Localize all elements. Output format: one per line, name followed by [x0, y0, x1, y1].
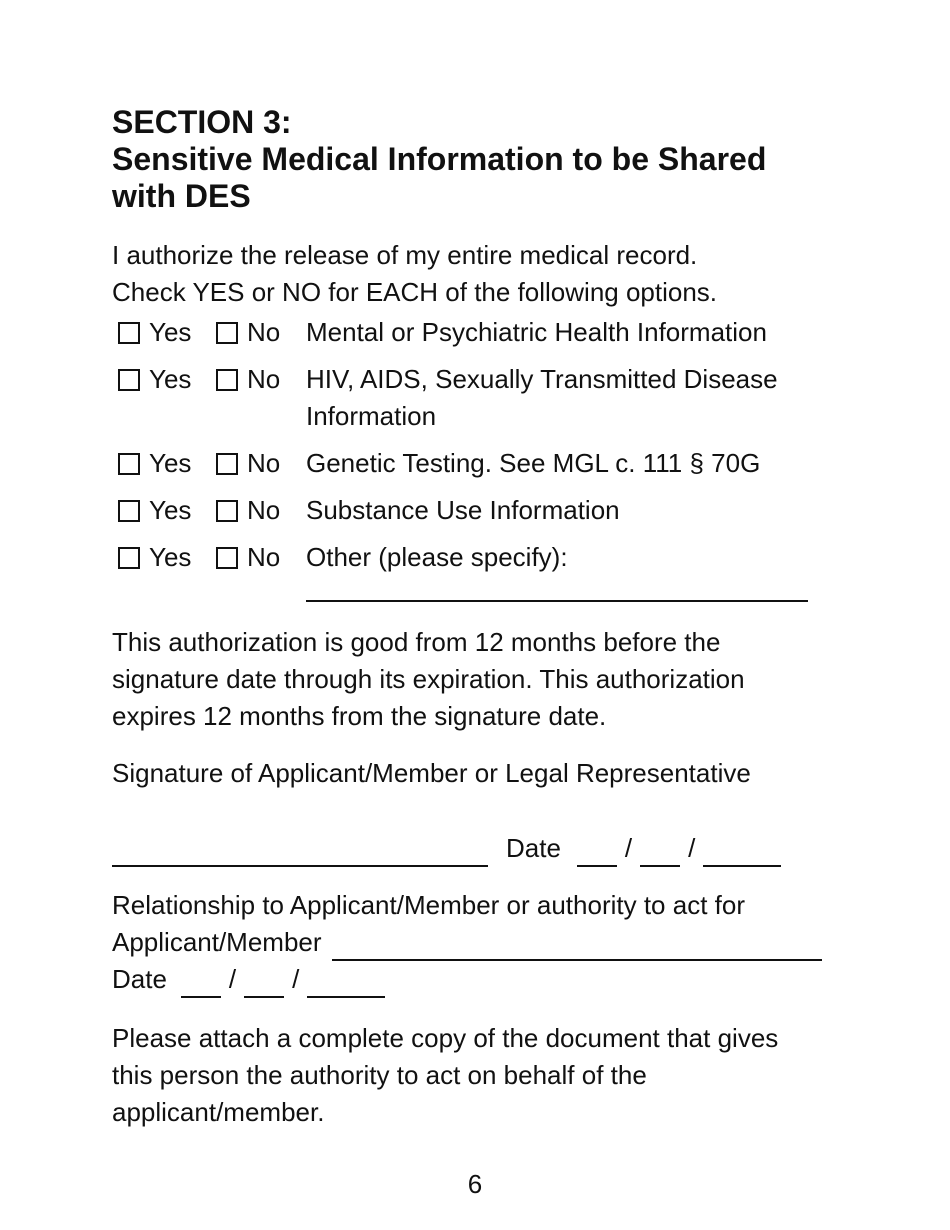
- no-checkbox[interactable]: [216, 547, 238, 569]
- relationship-date-row: [112, 961, 822, 998]
- section-number: SECTION 3:: [112, 104, 292, 140]
- intro-text: [112, 237, 822, 311]
- option-label: Mental or Psychiatric Health Information: [306, 317, 767, 347]
- yes-label: Yes: [149, 542, 192, 572]
- no-checkbox[interactable]: [216, 322, 238, 344]
- signature-date-year-field[interactable]: [703, 839, 781, 867]
- no-label: No: [247, 448, 281, 478]
- yes-choice: [112, 492, 210, 529]
- attach-instructions: Please attach a complete copy of the document that gives this person the authority to act on behalf of the applicant/member.: [112, 1023, 779, 1127]
- yes-checkbox[interactable]: [118, 322, 140, 344]
- relationship-field[interactable]: [332, 933, 822, 961]
- other-specify-field[interactable]: [306, 600, 808, 602]
- relationship-label-line1: Relationship to Applicant/Member or authority to act for: [112, 890, 745, 920]
- date-separator: /: [292, 964, 300, 994]
- page-number: 6: [467, 1169, 483, 1199]
- yes-choice: [112, 445, 210, 482]
- yes-label: Yes: [149, 317, 192, 347]
- section-title-line1: Sensitive Medical Information to be Shared: [112, 141, 767, 177]
- no-label: No: [247, 542, 281, 572]
- no-checkbox[interactable]: [216, 453, 238, 475]
- relationship-label-line2: Applicant/Member: [112, 927, 322, 957]
- yes-checkbox[interactable]: [118, 547, 140, 569]
- no-label: No: [247, 495, 281, 525]
- option-label: Substance Use Information: [306, 495, 620, 525]
- no-choice: [210, 445, 306, 482]
- relationship-section: [112, 887, 822, 998]
- relationship-date-year-field[interactable]: [307, 970, 385, 998]
- option-other: [112, 539, 822, 576]
- signature-row: [112, 830, 822, 867]
- no-label: No: [247, 317, 281, 347]
- intro-line2: Check YES or NO for EACH of the following options.: [112, 277, 718, 307]
- section-title-line2: with DES: [112, 178, 251, 214]
- signature-date-month-field[interactable]: [577, 839, 617, 867]
- yes-label: Yes: [149, 364, 192, 394]
- signature-label: Signature of Applicant/Member or Legal Representative: [112, 758, 751, 788]
- option-label: HIV, AIDS, Sexually Transmitted Disease Information: [306, 364, 778, 431]
- relationship-date-label: Date: [112, 964, 167, 994]
- option-mental-health: [112, 314, 822, 351]
- no-checkbox[interactable]: [216, 500, 238, 522]
- section-heading: [112, 104, 822, 215]
- yes-checkbox[interactable]: [118, 453, 140, 475]
- option-hiv-aids-std: [112, 361, 822, 435]
- date-separator: /: [688, 833, 696, 863]
- date-separator: /: [624, 833, 633, 863]
- yes-choice: [112, 361, 210, 398]
- form-page: [112, 104, 822, 1131]
- validity-text: This authorization is good from 12 months before the signature date through its expiration. This authorization expires 12 months from the signature date.: [112, 627, 745, 731]
- no-choice: [210, 539, 306, 576]
- signature-date-day-field[interactable]: [640, 839, 680, 867]
- yes-label: Yes: [149, 448, 192, 478]
- yes-checkbox[interactable]: [118, 369, 140, 391]
- signature-field[interactable]: [112, 839, 488, 867]
- date-separator: /: [228, 964, 237, 994]
- no-choice: [210, 361, 306, 398]
- yes-choice: [112, 314, 210, 351]
- no-choice: [210, 314, 306, 351]
- yes-choice: [112, 539, 210, 576]
- yes-checkbox[interactable]: [118, 500, 140, 522]
- option-label: Genetic Testing. See MGL c. 111 § 70G: [306, 448, 761, 478]
- relationship-line2: [112, 924, 822, 961]
- relationship-date-month-field[interactable]: [181, 970, 221, 998]
- option-substance-use: [112, 492, 822, 529]
- no-choice: [210, 492, 306, 529]
- option-genetic-testing: [112, 445, 822, 482]
- relationship-date-day-field[interactable]: [244, 970, 284, 998]
- intro-line1: I authorize the release of my entire medical record.: [112, 240, 698, 270]
- no-checkbox[interactable]: [216, 369, 238, 391]
- option-label: Other (please specify):: [306, 542, 568, 572]
- signature-date-label: Date: [506, 833, 561, 863]
- no-label: No: [247, 364, 281, 394]
- yes-label: Yes: [149, 495, 192, 525]
